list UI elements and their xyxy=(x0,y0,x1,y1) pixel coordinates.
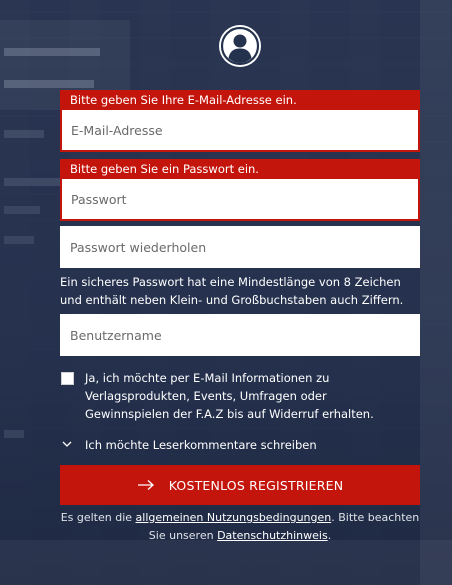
user-icon xyxy=(219,25,261,67)
register-button[interactable] xyxy=(60,465,420,505)
terms-prefix: Es gelten die xyxy=(60,511,136,524)
password-repeat-field-wrapper xyxy=(60,226,420,268)
username-field[interactable] xyxy=(60,314,420,356)
terms-link[interactable]: allgemeinen Nutzungsbedingungen xyxy=(135,511,332,524)
password-field-wrapper xyxy=(60,179,420,221)
username-field-wrapper xyxy=(60,314,420,356)
arrow-right-icon xyxy=(137,479,155,491)
comments-toggle[interactable] xyxy=(60,436,420,454)
terms-suffix: . xyxy=(327,529,332,542)
password-hint: Ein sicheres Passwort hat eine Mindestlänge von 8 Zeichen und enthält neben Klein- und Großbuchstaben auch Ziffern. xyxy=(60,275,404,307)
terms-middle: . Bitte beachten Sie unseren xyxy=(148,511,420,542)
chevron-down-icon xyxy=(61,438,73,450)
newsletter-checkbox[interactable] xyxy=(61,372,74,385)
comments-toggle-label: Ich möchte Leserkommentare schreiben xyxy=(85,438,317,452)
register-button-label: KOSTENLOS REGISTRIEREN xyxy=(168,477,344,493)
newsletter-label: Ja, ich möchte per E-Mail Informationen zu Verlagsprodukten, Events, Umfragen oder Gewinnspielen der F.A.Z bis auf Widerruf erhalten. xyxy=(85,371,374,421)
terms-notice xyxy=(60,509,420,545)
password-field[interactable] xyxy=(62,179,418,219)
privacy-link[interactable]: Datenschutzhinweis xyxy=(217,529,328,542)
password-repeat-field[interactable] xyxy=(60,226,420,268)
email-field[interactable] xyxy=(62,110,418,150)
email-error-message: Bitte geben Sie Ihre E-Mail-Adresse ein. xyxy=(60,90,420,110)
email-field-wrapper xyxy=(60,110,420,152)
password-error-message: Bitte geben Sie ein Passwort ein. xyxy=(60,159,420,179)
